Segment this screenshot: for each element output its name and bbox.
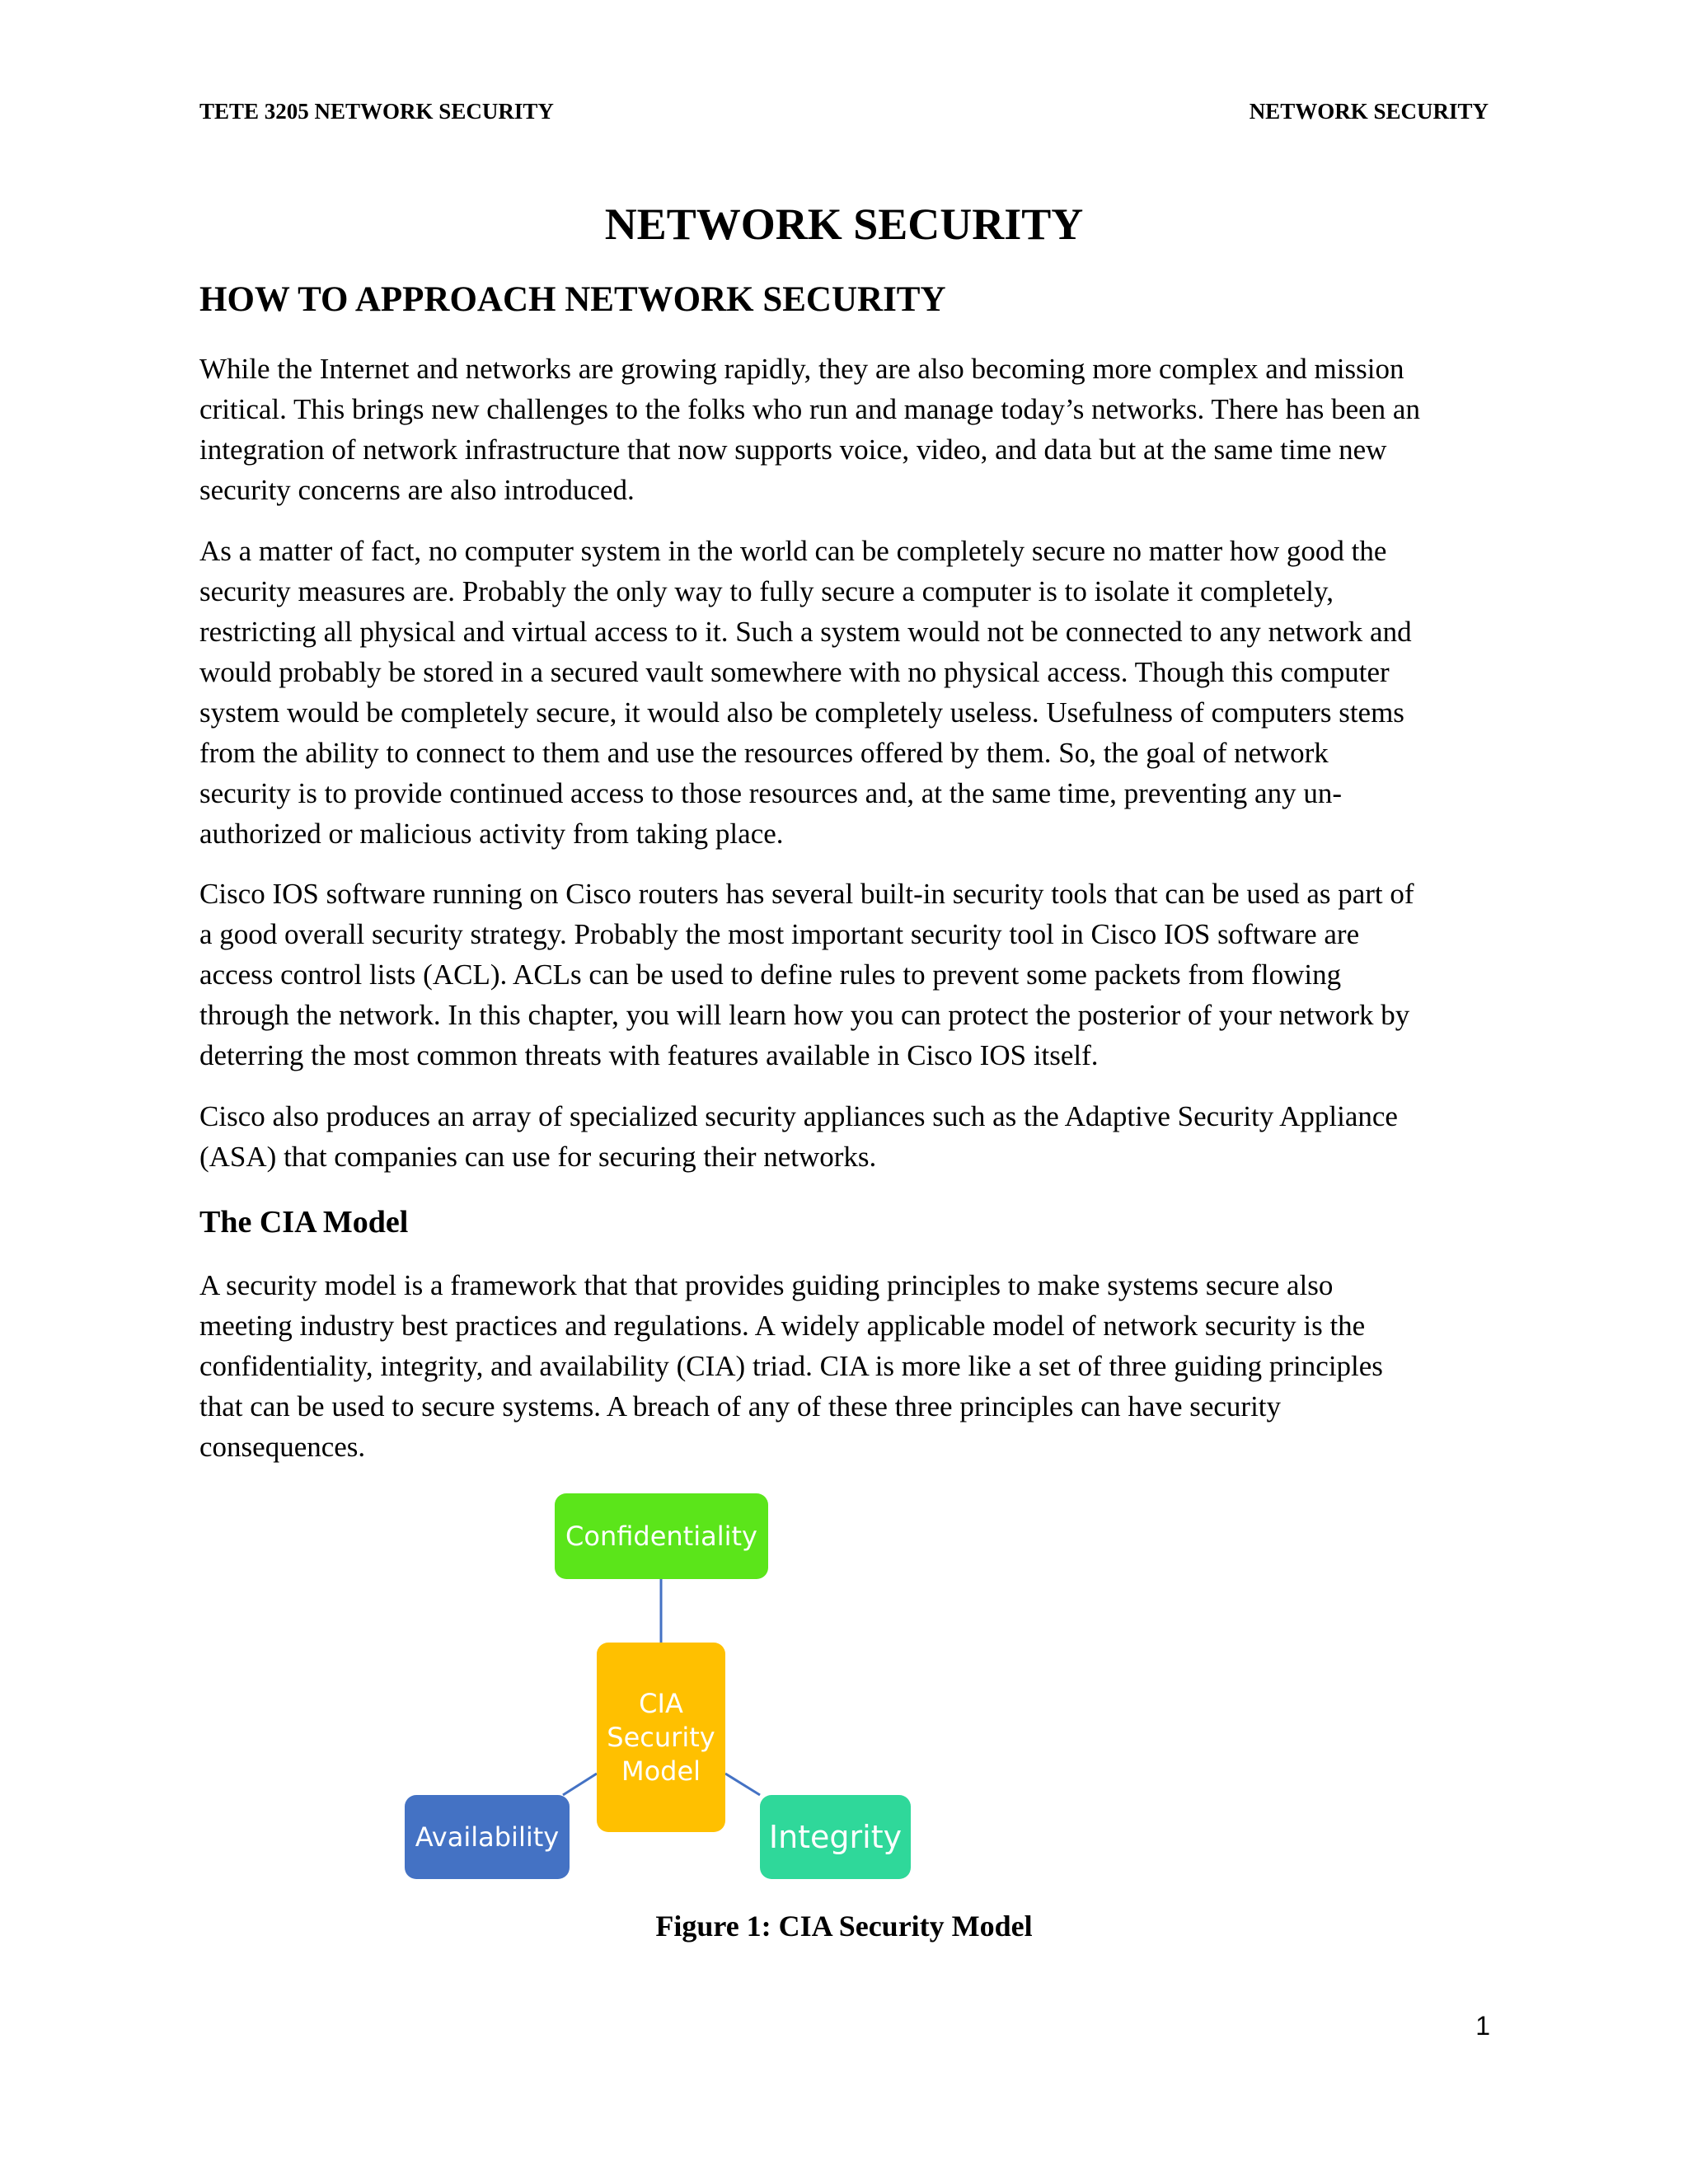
integrity-node	[760, 1795, 911, 1879]
running-header	[199, 99, 1489, 132]
paragraph-no-secure-system	[199, 531, 1518, 854]
connector-right	[725, 1774, 760, 1795]
availability-label: Availability	[415, 1821, 560, 1853]
section-heading: HOW TO APPROACH NETWORK SECURITY	[199, 280, 946, 319]
text-line: integration of network infrastructure that now supports voice, video, and data but at the same time new	[199, 434, 1387, 466]
text-line: Cisco also produces an array of specialized security appliances such as the Adaptive Security Appliance	[199, 1100, 1398, 1132]
paragraph-asa	[199, 1096, 1518, 1177]
text-line: restricting all physical and virtual access to it. Such a system would not be connected to any network and	[199, 616, 1412, 648]
text-line: critical. This brings new challenges to the folks who run and manage today’s networks. There has been an	[199, 393, 1420, 425]
text-line: Cisco IOS software running on Cisco routers has several built-in security tools that can be used as part of	[199, 878, 1414, 910]
text-line: confidentiality, integrity, and availability (CIA) triad. CIA is more like a set of three guiding principles	[199, 1350, 1383, 1382]
text-line: A security model is a framework that that provides guiding principles to make systems secure also	[199, 1269, 1334, 1301]
page-number: 1	[1475, 2011, 1490, 2041]
paragraph-cia-model	[199, 1265, 1518, 1467]
confidentiality-label: Confidentiality	[565, 1521, 757, 1552]
text-line: While the Internet and networks are growing rapidly, they are also becoming more complex and mission	[199, 353, 1404, 385]
figure-caption: Figure 1: CIA Security Model	[655, 1910, 1033, 1943]
text-line: access control lists (ACL). ACLs can be used to define rules to prevent some packets from flowing	[199, 958, 1342, 991]
text-line: from the ability to connect to them and use the resources offered by them. So, the goal of network	[199, 737, 1329, 769]
text-line: security measures are. Probably the only way to fully secure a computer is to isolate it completely,	[199, 575, 1334, 607]
paragraph-cisco-ios	[199, 874, 1518, 1076]
availability-node	[405, 1795, 570, 1879]
text-line: that can be used to secure systems. A breach of any of these three principles can have security	[199, 1390, 1282, 1422]
connector-left	[563, 1774, 597, 1795]
cia-model-heading: The CIA Model	[199, 1205, 409, 1240]
text-line: system would be completely secure, it would also be completely useless. Usefulness of computers stems	[199, 696, 1404, 729]
confidentiality-node	[555, 1493, 768, 1579]
cia-security-model-node	[597, 1643, 725, 1832]
center-label-line: Model	[621, 1755, 701, 1787]
header-course-title: TETE 3205 NETWORK SECURITY	[199, 99, 554, 124]
header-chapter-title: NETWORK SECURITY	[1249, 99, 1489, 124]
text-line: security is to provide continued access to those resources and, at the same time, preventing any un-	[199, 777, 1342, 809]
text-line: through the network. In this chapter, you will learn how you can protect the posterior of your network by	[199, 999, 1410, 1031]
paragraph-intro	[199, 349, 1518, 510]
integrity-label: Integrity	[768, 1819, 903, 1855]
text-line: would probably be stored in a secured vault somewhere with no physical access. Though this computer	[199, 656, 1390, 688]
text-line: meeting industry best practices and regulations. A widely applicable model of network security is the	[199, 1310, 1366, 1342]
text-line: As a matter of fact, no computer system in the world can be completely secure no matter how good the	[199, 535, 1387, 567]
document-title: NETWORK SECURITY	[604, 199, 1084, 249]
center-label-line: CIA	[639, 1687, 683, 1719]
text-line: (ASA) that companies can use for securing their networks.	[199, 1141, 877, 1173]
text-line: security concerns are also introduced.	[199, 474, 635, 506]
text-line: consequences.	[199, 1431, 366, 1463]
center-label-line: Security	[607, 1721, 715, 1753]
text-line: deterring the most common threats with features available in Cisco IOS itself.	[199, 1039, 1099, 1071]
text-line: a good overall security strategy. Probably the most important security tool in Cisco IOS software are	[199, 918, 1360, 950]
text-line: authorized or malicious activity from taking place.	[199, 818, 784, 850]
